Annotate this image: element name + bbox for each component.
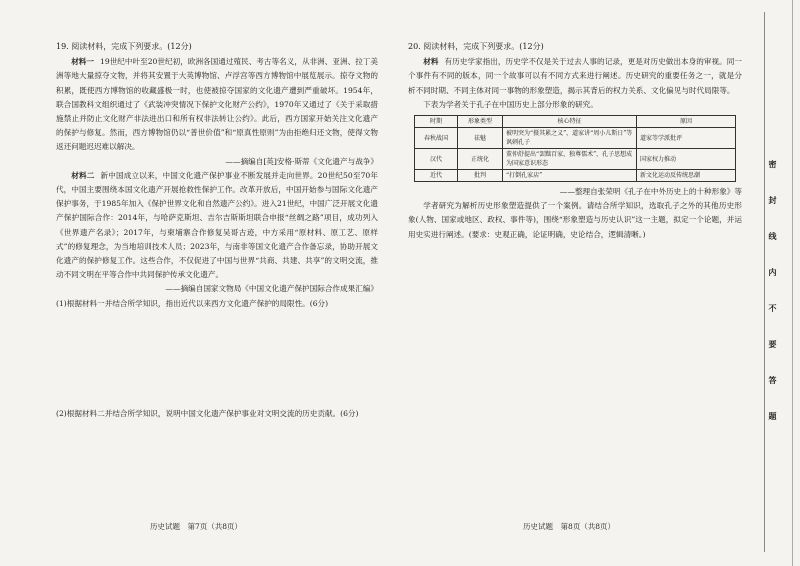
table-row (415, 128, 736, 149)
material-20 (408, 55, 742, 98)
material-1 (56, 55, 378, 154)
seal-line-notice (767, 160, 779, 448)
table-row (415, 170, 736, 182)
table-cell: 汉代 (415, 149, 458, 170)
footer-page-8: 历史试题 第8页（共8页） (523, 522, 616, 531)
table-row (415, 149, 736, 170)
material-20-label: 材料 (423, 57, 439, 67)
table-cell: 祛魅 (458, 128, 503, 149)
table-cell: “打倒孔家店” (503, 170, 637, 182)
material-2-label: 材料二 (71, 170, 95, 180)
left-column (56, 40, 378, 421)
table-intro: 下表为学者关于孔子在中国历史上部分形象的研究。 (423, 99, 598, 109)
question-19-2: (2)根据材料二并结合所学知识，说明中国文化遗产保护事业对文明交流的历史贡献。(6分) (56, 408, 359, 418)
question-20-title: 20. 阅读材料，完成下列要求。(12分) (408, 42, 544, 51)
question-19-title: 19. 阅读材料，完成下列要求。(12分) (56, 42, 192, 51)
table-cell: 道家等学派批评 (637, 128, 736, 149)
material-2 (56, 169, 378, 283)
table-cell: 近代 (415, 170, 458, 182)
material-1-label: 材料一 (71, 57, 95, 67)
table-cell: 被明突为“摄其累之义”，道家讲“周小儿斯日”等讽刺孔子 (503, 128, 637, 149)
task-text: 学者研究为解析历史形象塑造提供了一个案例。请结合所学知识，选取孔子之外的其他历史形象(人物、国家或地区、政权、事件等)，围绕“形象塑造与历史认识”这一主题，拟定一个论题，并运用史实进行阐述。(要求：史观正确，论证明确，史论结合，逻辑清晰。) (408, 201, 742, 239)
seal-line-text: 密封线内不要答题 (768, 160, 778, 448)
table-header-row (415, 116, 736, 128)
material-1-text: 19世纪中叶至20世纪初，欧洲各国通过殖民、考古等名义，从非洲、亚洲、拉丁美洲等地大量掠夺文物，并将其安置于大英博物馆、卢浮宫等西方博物馆中展览展示。掠夺文物的积累，既使西方博物馆的收藏盛极一时，也使被掠夺国家的文化遗产遭到严重破坏。1954年，联合国教科文组织通过了《武装冲突情况下保护文化财产公约》，1970年又通过了《关于采取措施禁止并防止文化财产非法进出口和所有权非法转让公约》。此后，西方国家开始关注文化遗产的保护与修复。然而，西方博物馆仍以“普世价值”和“原真性原则”为由拒绝归还文物，使得文物返还问题迟迟难以解决。 (56, 57, 378, 152)
table-cell: 正统化 (458, 149, 503, 170)
material-2-source: ——摘编自国家文物局《中国文化遗产保护国际合作成果汇编》 (165, 284, 378, 294)
page-edge-line (792, 0, 793, 566)
right-column (408, 40, 742, 242)
table-cell: 董仲舒提出“罢黜百家，独尊儒术”，孔子思想成为国家意识形态 (503, 149, 637, 170)
material-2-text: 新中国成立以来，中国文化遗产保护事业不断发展并走向世界。20世纪50至70年代，中国主要围绕本国文化遗产开展抢救性保护工作。改革开放后，中国开始参与国际文化遗产保护事务，于1985年加入《保护世界文化和自然遗产公约》。进入21世纪，中国广泛开展文化遗产保护国际合作：2014年，与哈萨克斯坦、吉尔吉斯斯坦联合申报“丝绸之路”项目，成功列入《世界遗产名录》；2017年，与柬埔寨合作修复吴哥古迹，中方采用“原材料、原工艺、原样式”的修复理念，为当地培训技术人员；2023年，与南非等国文化遗产合作备忘录，协助开展文化遗产的保护修复工作。这些合作，不仅促进了中国与世界“共商、共建、共享”的文明交流，推动不同文明在平等合作中共同保护传承文化遗产。 (56, 170, 379, 280)
footer-page-7: 历史试题 第7页（共8页） (150, 522, 243, 531)
table-cell: 新文化运动反传统思潮 (637, 170, 736, 182)
table-header: 核心特征 (503, 116, 637, 128)
table-source: ——整理自张荣明《孔子在中外历史上的十种形象》等 (559, 187, 742, 197)
table-header: 时期 (415, 116, 458, 128)
confucius-image-table (414, 115, 736, 182)
table-header: 形象类型 (458, 116, 503, 128)
table-cell: 春秋战国 (415, 128, 458, 149)
question-19-1: (1)根据材料一并结合所学知识，指出近代以来西方文化遗产保护的局限性。(6分) (56, 298, 329, 308)
material-20-text: 有历史学家指出，历史学不仅是关于过去人事的记录，更是对历史做出本身的审视。同一个事件有不同的版本，同一个故事可以有不同方式来进行阐述。历史研究的重要任务之一，就是分析不同时期、不同主体对同一事物的形象塑造，揭示其背后的权力关系、文化偏见与时代局限等。 (408, 57, 742, 95)
table-cell: 批判 (458, 170, 503, 182)
answer-space-1[interactable] (56, 311, 378, 407)
table-cell: 国家权力推动 (637, 149, 736, 170)
table-header: 原因 (637, 116, 736, 128)
material-1-source: ——摘编自[英]安格·斯蒂《文化遗产与战争》 (225, 156, 378, 166)
